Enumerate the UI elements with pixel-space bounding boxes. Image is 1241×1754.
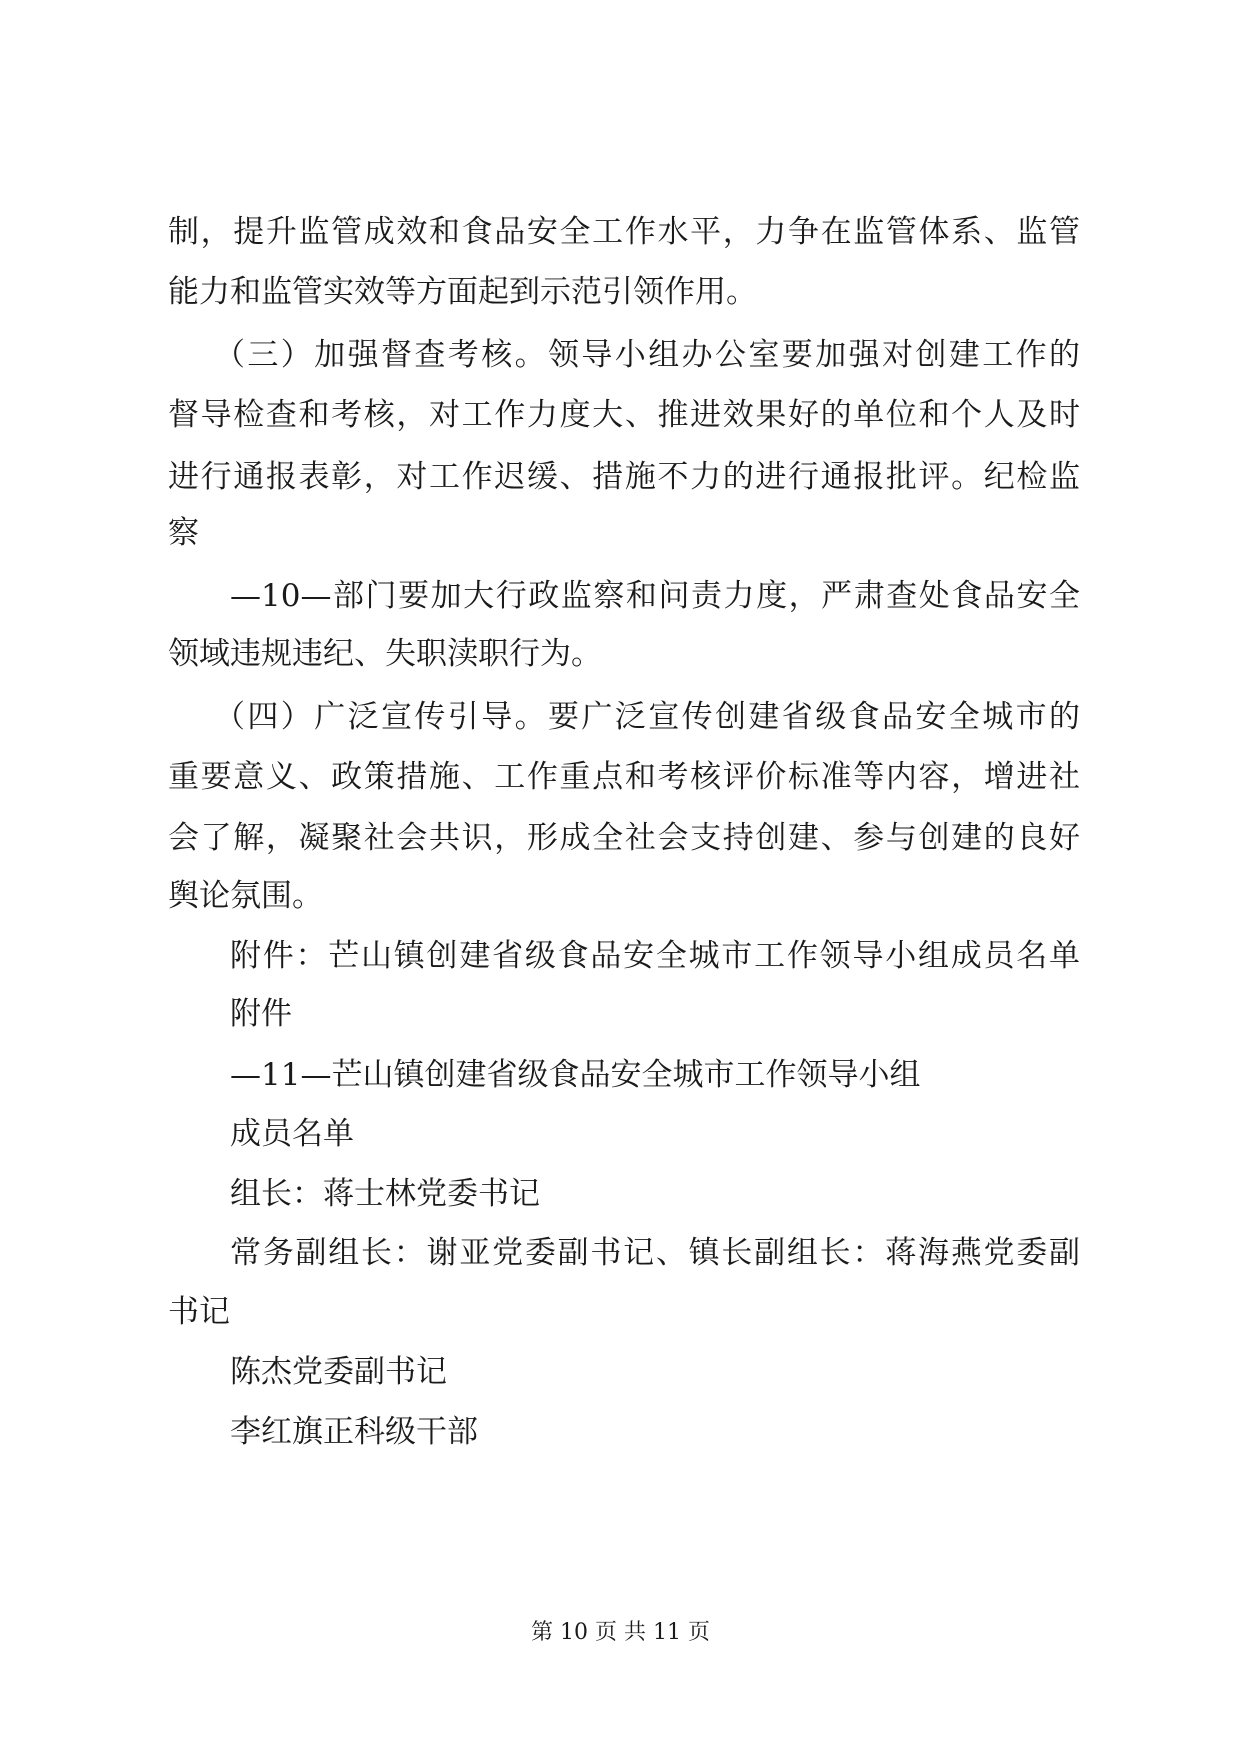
body-text-line: 察 [168, 515, 199, 551]
member-line: 组长：蒋士林党委书记 [230, 1176, 540, 1212]
member-line: 陈杰党委副书记 [230, 1354, 447, 1390]
member-line: 书记 [168, 1294, 230, 1330]
attachment-title-line: 成员名单 [230, 1116, 354, 1152]
member-line: 常务副组长：谢亚党委副书记、镇长副组长：蒋海燕党委副 [230, 1235, 1080, 1271]
body-text-line: 督导检查和考核，对工作力度大、推进效果好的单位和个人及时 [168, 397, 1080, 433]
member-line: 李红旗正科级干部 [230, 1414, 478, 1450]
body-text-line: 领域违规违纪、失职渎职行为。 [168, 636, 602, 672]
attachment-line: 附件：芒山镇创建省级食品安全城市工作领导小组成员名单 [230, 938, 1080, 974]
body-text-line: —10—部门要加大行政监察和问责力度，严肃查处食品安全 [230, 578, 1080, 614]
body-text-line: 重要意义、政策措施、工作重点和考核评价标准等内容，增进社 [168, 759, 1080, 795]
section-4-heading-line: （四）广泛宣传引导。要广泛宣传创建省级食品安全城市的 [214, 699, 1080, 735]
body-text-line: 能力和监管实效等方面起到示范引领作用。 [168, 274, 757, 310]
body-text-line: 制，提升监管成效和食品安全工作水平，力争在监管体系、监管 [168, 214, 1080, 250]
section-3-heading-line: （三）加强督查考核。领导小组办公室要加强对创建工作的 [214, 337, 1080, 373]
attachment-title-line: —11—芒山镇创建省级食品安全城市工作领导小组 [230, 1057, 921, 1093]
body-text-line: 进行通报表彰，对工作迟缓、措施不力的进行通报批评。纪检监 [168, 459, 1080, 495]
body-text-line: 舆论氛围。 [168, 878, 323, 914]
attachment-label: 附件 [230, 996, 292, 1032]
page-number-footer: 第 10 页 共 11 页 [531, 1620, 710, 1645]
body-text-line: 会了解，凝聚社会共识，形成全社会支持创建、参与创建的良好 [168, 820, 1080, 856]
